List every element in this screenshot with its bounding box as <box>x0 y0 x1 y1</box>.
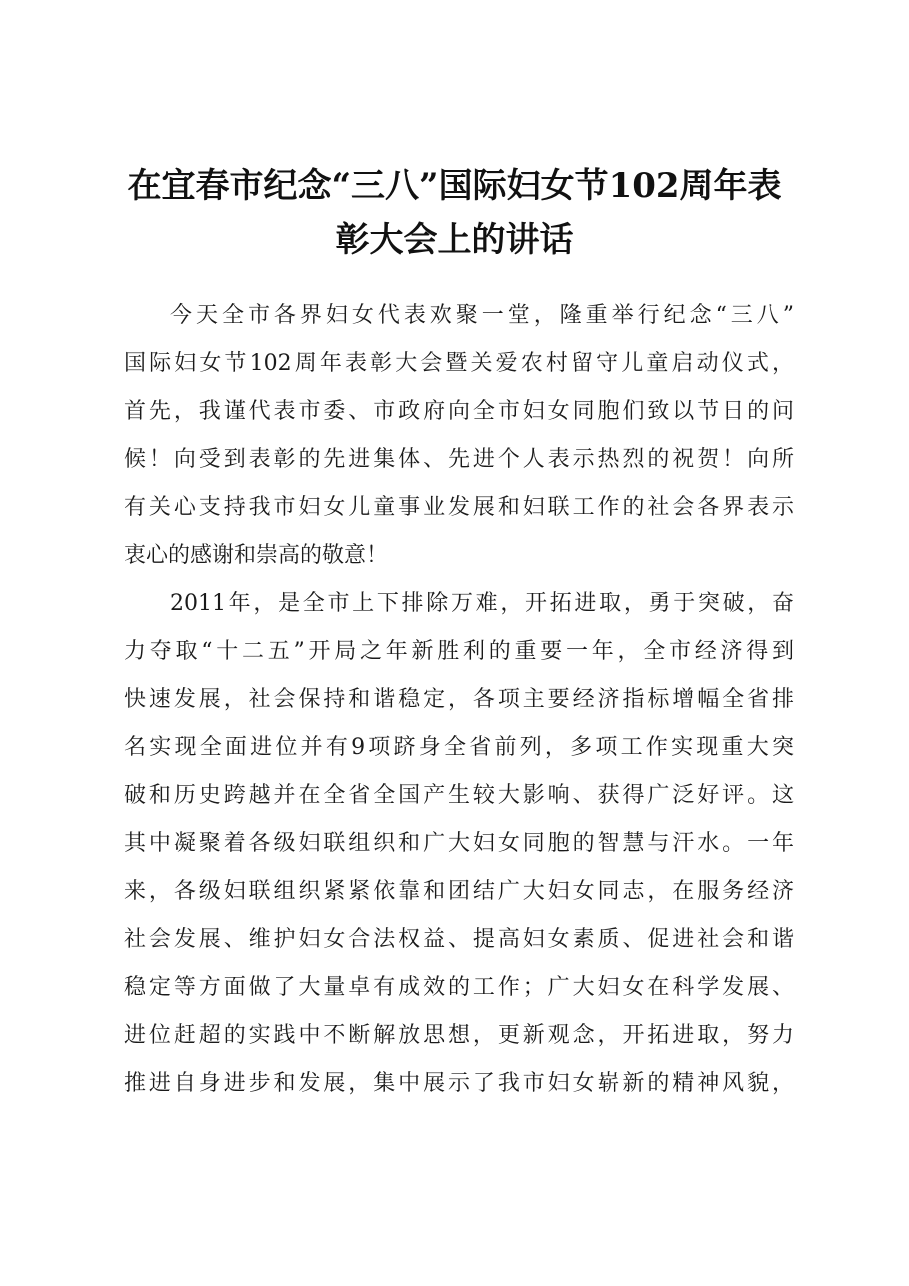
title-line-2: 彰大会上的讲话 <box>335 220 574 260</box>
paragraph-line: 破和历史跨越并在全省全国产生较大影响、获得广泛好评。这 <box>124 783 794 808</box>
paragraph-line: 来，各级妇联组织紧紧依靠和团结广大妇女同志，在服务经济 <box>124 879 794 904</box>
paragraph-line: 推进自身进步和发展，集中展示了我市妇女崭新的精神风貌， <box>124 1071 794 1096</box>
paragraph-line: 有关心支持我市妇女儿童事业发展和妇联工作的社会各界表示 <box>124 495 794 520</box>
paragraph-line: 2011年，是全市上下排除万难，开拓进取，勇于突破，奋 <box>170 591 794 616</box>
paragraph-line: 快速发展，社会保持和谐稳定，各项主要经济指标增幅全省排 <box>124 687 794 712</box>
title-line-1: 在宜春市纪念“三八”国际妇女节102周年表 <box>127 166 782 206</box>
paragraph-line: 首先，我谨代表市委、市政府向全市妇女同胞们致以节日的问 <box>124 399 794 424</box>
paragraph-line: 国际妇女节102周年表彰大会暨关爱农村留守儿童启动仪式， <box>124 351 794 376</box>
paragraph-line: 衷心的感谢和崇高的敬意！ <box>124 543 389 568</box>
paragraph-line: 稳定等方面做了大量卓有成效的工作；广大妇女在科学发展、 <box>124 975 794 1000</box>
paragraph-line: 今天全市各界妇女代表欢聚一堂，隆重举行纪念“三八” <box>170 303 794 328</box>
paragraph-line: 其中凝聚着各级妇联组织和广大妇女同胞的智慧与汗水。一年 <box>124 831 794 856</box>
paragraph-line: 名实现全面进位并有9项跻身全省前列，多项工作实现重大突 <box>124 735 794 760</box>
paragraph-line: 社会发展、维护妇女合法权益、提高妇女素质、促进社会和谐 <box>124 927 794 952</box>
paragraph-line: 进位赶超的实践中不断解放思想，更新观念，开拓进取，努力 <box>124 1023 794 1048</box>
paragraph-line: 力夺取“十二五”开局之年新胜利的重要一年，全市经济得到 <box>124 639 794 664</box>
paragraph-line: 候！向受到表彰的先进集体、先进个人表示热烈的祝贺！向所 <box>124 447 794 472</box>
